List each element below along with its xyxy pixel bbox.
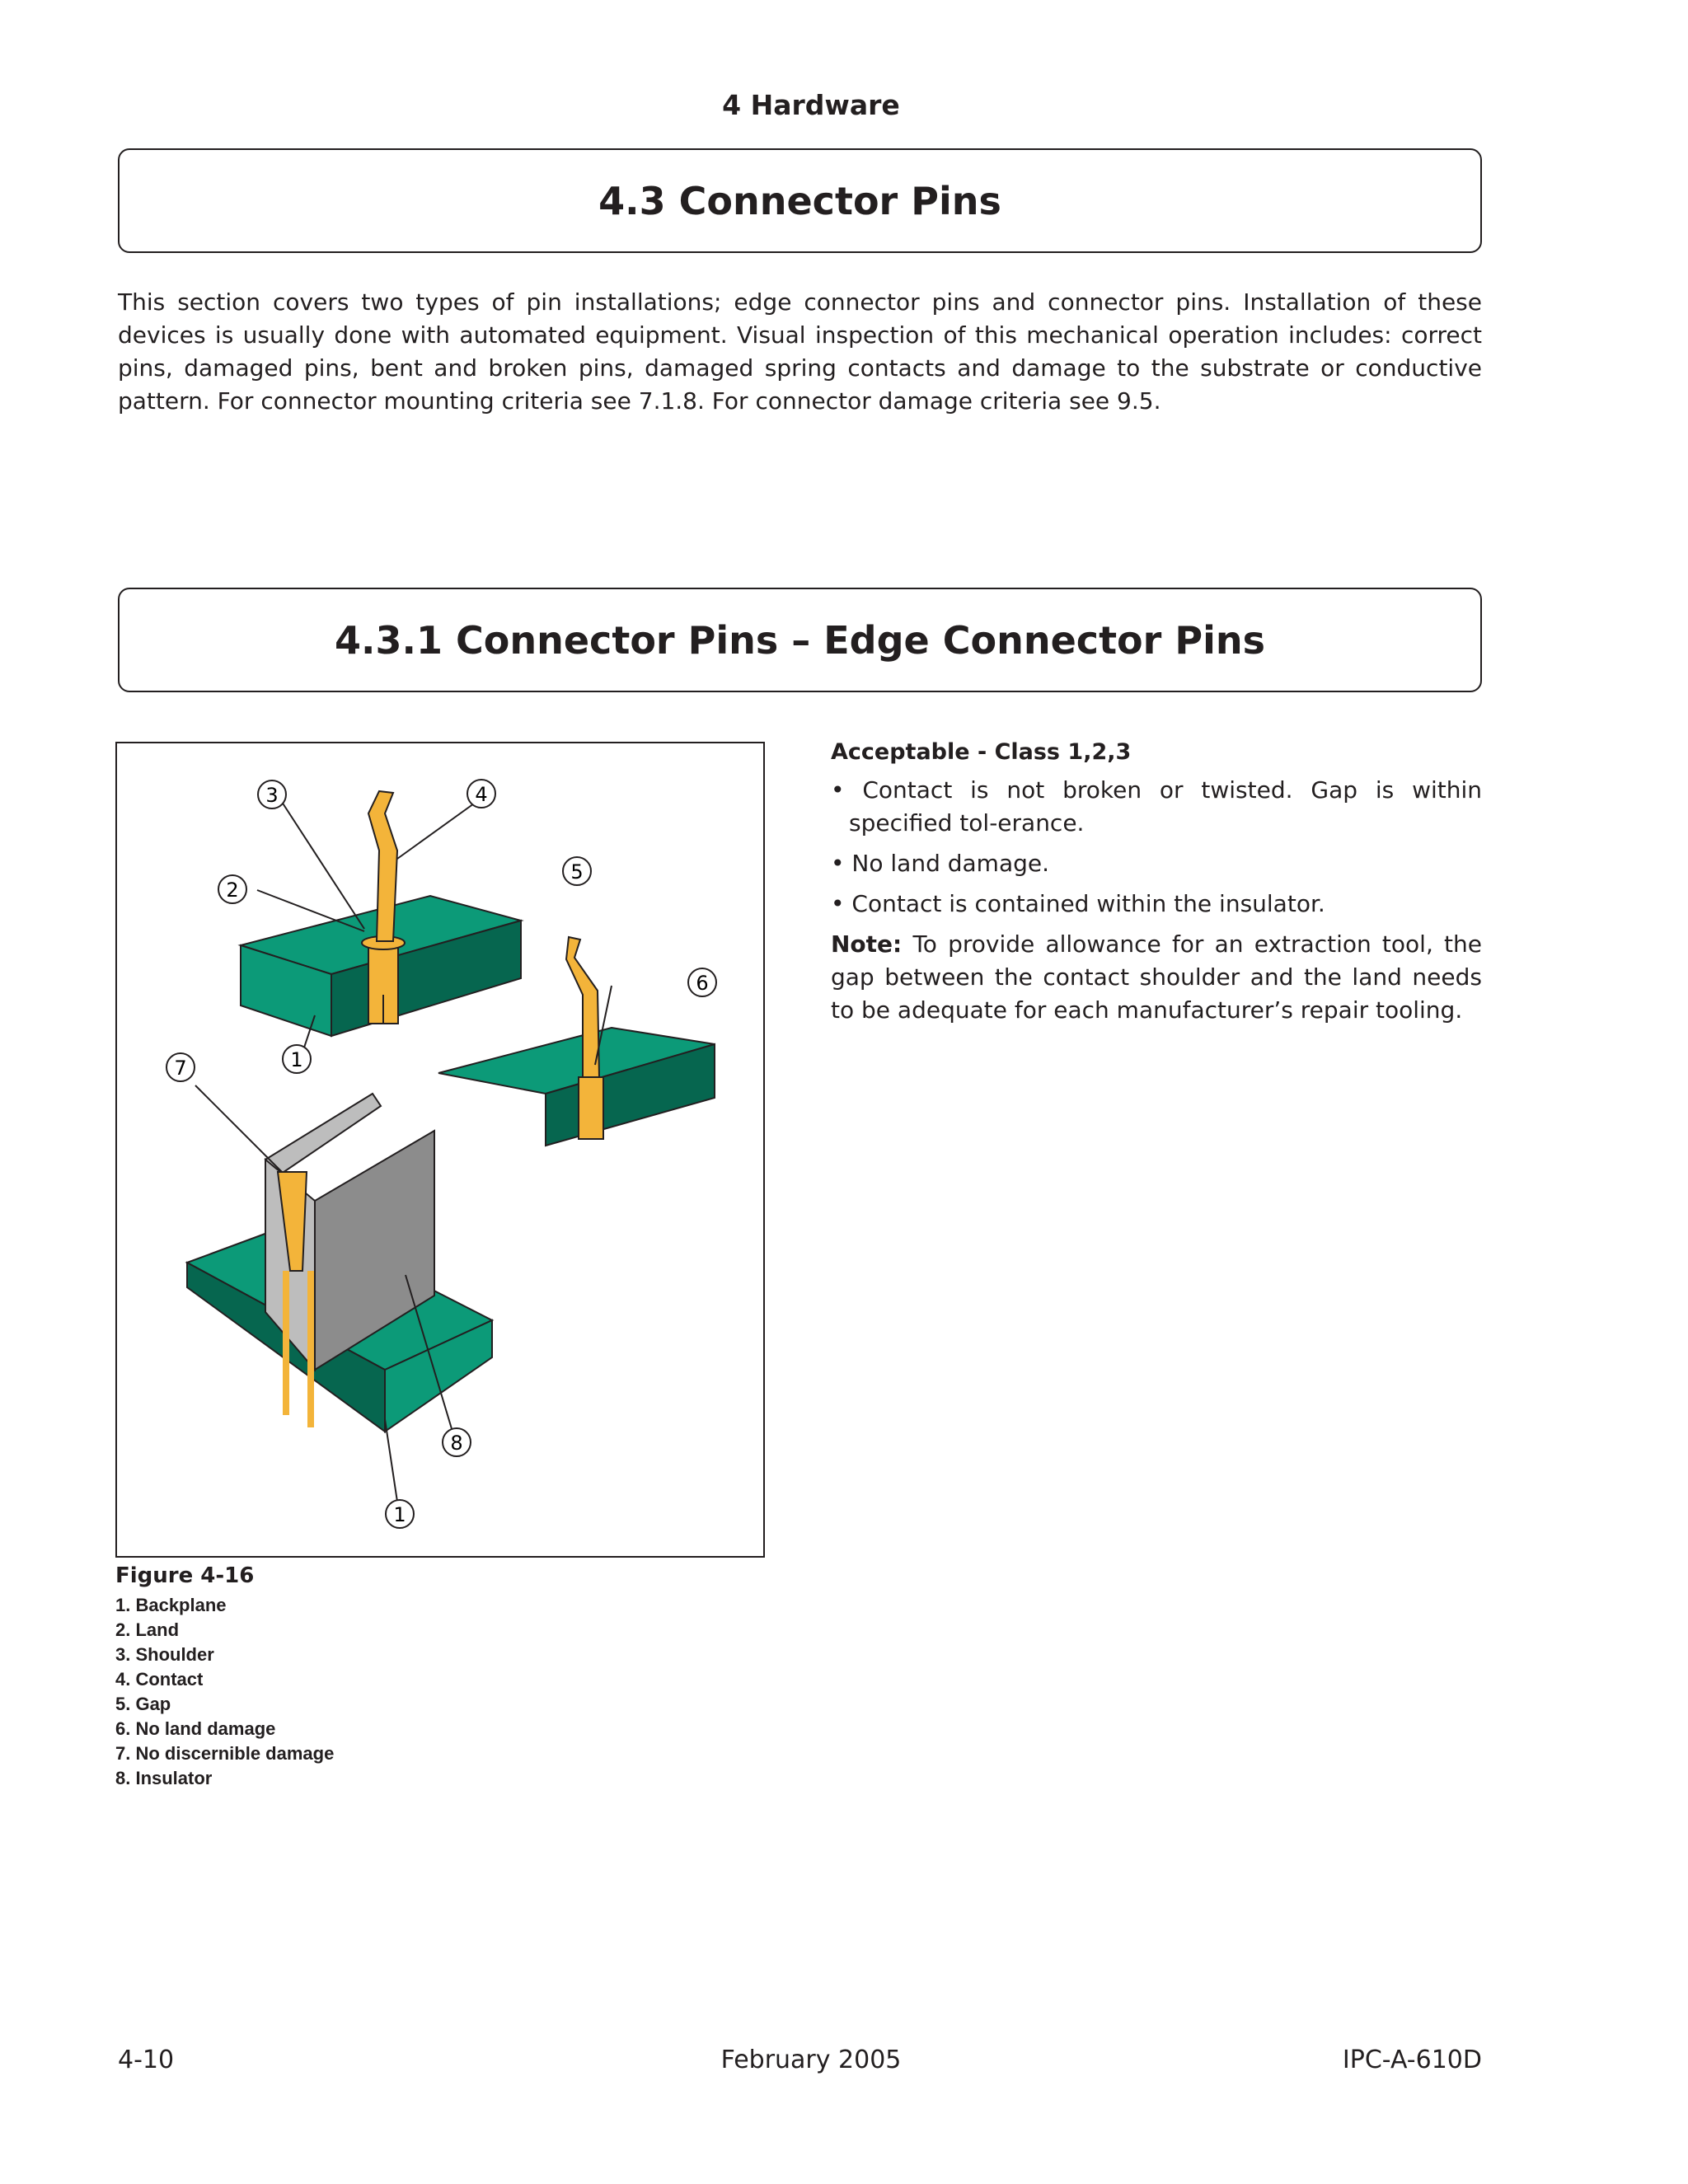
callout-7 [166, 1053, 195, 1081]
svg-text:2: 2 [226, 879, 239, 902]
note-label: Note: [831, 930, 903, 958]
callout-5 [563, 857, 591, 885]
svg-text:5: 5 [570, 860, 584, 883]
legend-item: 1. Backplane [115, 1595, 227, 1615]
criteria-bullet: • No land damage. [831, 850, 1050, 877]
running-head: 4 Hardware [722, 89, 900, 121]
legend-item: 8. Insulator [115, 1768, 213, 1788]
legend-item: 4. Contact [115, 1669, 204, 1690]
legend-item: 7. No discernible damage [115, 1743, 335, 1764]
criteria-note [831, 928, 1482, 1027]
subsection-title-box [118, 588, 1482, 692]
svg-text:1: 1 [290, 1048, 303, 1071]
legend-item: 3. Shoulder [115, 1644, 214, 1665]
note-text: To provide allowance for an extraction tool, the gap between the contact shoulder and the land needs to be adequate for each manufacturer’s repair tooling. [831, 930, 1482, 1024]
svg-text:3: 3 [265, 784, 279, 807]
svg-text:7: 7 [174, 1057, 187, 1080]
footer-date: February 2005 [720, 2046, 902, 2074]
insulator-top [265, 1094, 381, 1176]
callout-1-upper [283, 1045, 311, 1073]
svg-text:4: 4 [475, 783, 488, 806]
criteria-bullet: • Contact is not broken or twisted. Gap is within specified tol-erance. [831, 776, 1482, 837]
figure-caption [115, 1563, 334, 1791]
section-title-box [118, 148, 1482, 253]
callout-8 [443, 1428, 471, 1456]
pin-barrel-right [579, 1077, 603, 1139]
svg-text:1: 1 [393, 1503, 406, 1526]
svg-text:6: 6 [696, 972, 709, 995]
acceptance-criteria [831, 736, 1482, 1027]
callout-6 [688, 968, 716, 996]
legend-item: 6. No land damage [115, 1718, 276, 1739]
callout-1-lower [386, 1500, 414, 1528]
figure-caption-title: Figure 4-16 [115, 1563, 255, 1588]
footer-doc-id: IPC-A-610D [1342, 2046, 1482, 2074]
callout-4 [467, 780, 495, 808]
connector-pins-diagram [117, 743, 767, 1559]
figure-4-16-illustration [115, 742, 765, 1558]
criteria-bullet: • Contact is contained within the insulator. [831, 890, 1325, 917]
legend-item: 2. Land [115, 1619, 180, 1640]
footer-page-number: 4-10 [118, 2046, 175, 2074]
legend-item: 5. Gap [115, 1694, 171, 1714]
callout-2 [218, 875, 246, 903]
svg-text:8: 8 [450, 1432, 463, 1455]
callout-3 [258, 780, 286, 808]
criteria-heading: Acceptable - Class 1,2,3 [831, 739, 1132, 765]
section-title: 4.3 Connector Pins [598, 178, 1001, 223]
subsection-title: 4.3.1 Connector Pins – Edge Connector Pins [335, 617, 1265, 663]
intro-paragraph: This section covers two types of pin installations; edge connector pins and connector pins. Installation of these devices is usually done with automated equipment. Visual inspection of this mechanical operation includes: correct pins, damaged pins, bent and broken pins, damaged spring contacts and damage to the substrate or conductive pattern. For connector mounting criteria see 7.1.8. For connector damage criteria see 9.5. [118, 288, 1482, 415]
